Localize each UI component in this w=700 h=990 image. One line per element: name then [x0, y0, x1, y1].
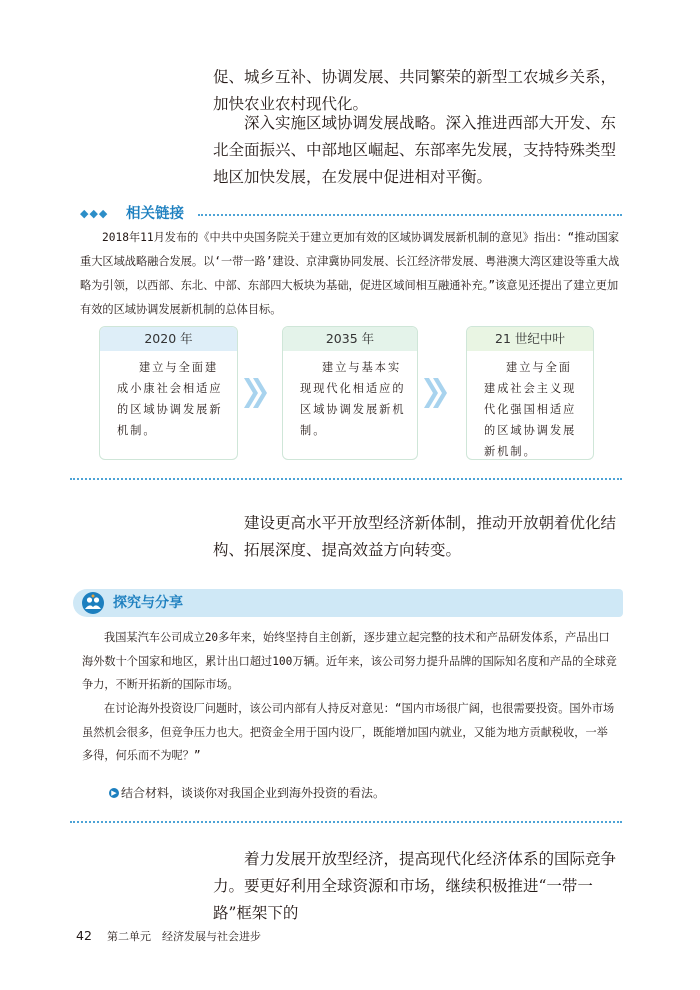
- explore-paragraph: 在讨论海外投资设厂问题时，该公司内部有人持反对意见：“国内市场很广阔，也很需要投资。国外市场虽然机会很多，但竞争压力也大。把资金全用于国内设厂，既能增加国内就业，又能为地方贡献税收，一举多得，何乐而不为呢？”: [82, 702, 615, 762]
- timeline-year: 2020 年: [100, 327, 237, 351]
- prompt-text: 结合材料，谈谈你对我国企业到海外投资的看法。: [121, 786, 386, 800]
- timeline-text: 建立与基本实现现代化相适应的区域协调发展新机制。: [300, 361, 406, 437]
- discussion-prompt: [109, 784, 385, 802]
- timeline-text: 建立与全面建成社会主义现代化强国相适应的区域协调发展新机制。: [484, 361, 577, 458]
- explore-share-header: [73, 589, 623, 617]
- timeline-box-2035: [282, 326, 418, 460]
- timeline-year: 21 世纪中叶: [467, 327, 593, 351]
- timeline-box-mid-century: [466, 326, 594, 460]
- chevron-right-icon: [244, 378, 268, 408]
- divider: [198, 214, 622, 216]
- body-paragraph: 促、城乡互补、协调发展、共同繁荣的新型工农城乡关系，加快农业农村现代化。: [213, 68, 617, 113]
- divider: [70, 478, 622, 480]
- related-link-title: 相关链接: [126, 206, 184, 222]
- body-paragraph: 着力发展开放型经济，提高现代化经济体系的国际竞争力。要更好利用全球资源和市场，继续积极推进“一带一路”框架下的: [213, 850, 617, 922]
- explore-paragraph: 我国某汽车公司成立20多年来，始终坚持自主创新，逐步建立起完整的技术和产品研发体系，产品出口海外数十个国家和地区，累计出口超过100万辆。近年来，该公司努力提升品牌的国际知名度和产品的全球竞争力，不断开拓新的国际市场。: [82, 631, 617, 691]
- page-footer: [76, 925, 261, 944]
- related-link-body: 2018年11月发布的《中共中央国务院关于建立更加有效的区域协调发展新机制的意见》指出：“推动国家重大区域战略融合发展。以‘一带一路’建设、京津冀协同发展、长江经济带发展、粤港澳大湾区建设等重大战略为引领，以西部、东北、中部、东部四大板块为基础，促进区域间相互融通补充。”该意见还提出了建立更加有效的区域协调发展新机制的总体目标。: [80, 231, 620, 316]
- timeline-year: 2035 年: [283, 327, 417, 351]
- globe-people-icon: [81, 591, 105, 615]
- timeline-text: 建立与全面建成小康社会相适应的区域协调发展新机制。: [117, 361, 223, 437]
- chevron-right-icon: [424, 378, 448, 408]
- divider: [70, 821, 622, 823]
- related-link-header: [80, 204, 622, 224]
- unit-title: 第二单元 经济发展与社会进步: [107, 930, 261, 943]
- play-circle-icon: ▶: [109, 788, 119, 798]
- body-paragraph: 建设更高水平开放型经济新体制，推动开放朝着优化结构、拓展深度、提高效益方向转变。: [213, 514, 617, 559]
- explore-share-title: 探究与分享: [113, 595, 183, 611]
- page-number: 42: [76, 928, 92, 943]
- body-paragraph: 深入实施区域协调发展战略。深入推进西部大开发、东北全面振兴、中部地区崛起、东部率先发展，支持特殊类型地区加快发展，在发展中促进相对平衡。: [213, 114, 617, 186]
- timeline-box-2020: [99, 326, 238, 460]
- diamond-icon: ◆◆◆: [80, 207, 109, 220]
